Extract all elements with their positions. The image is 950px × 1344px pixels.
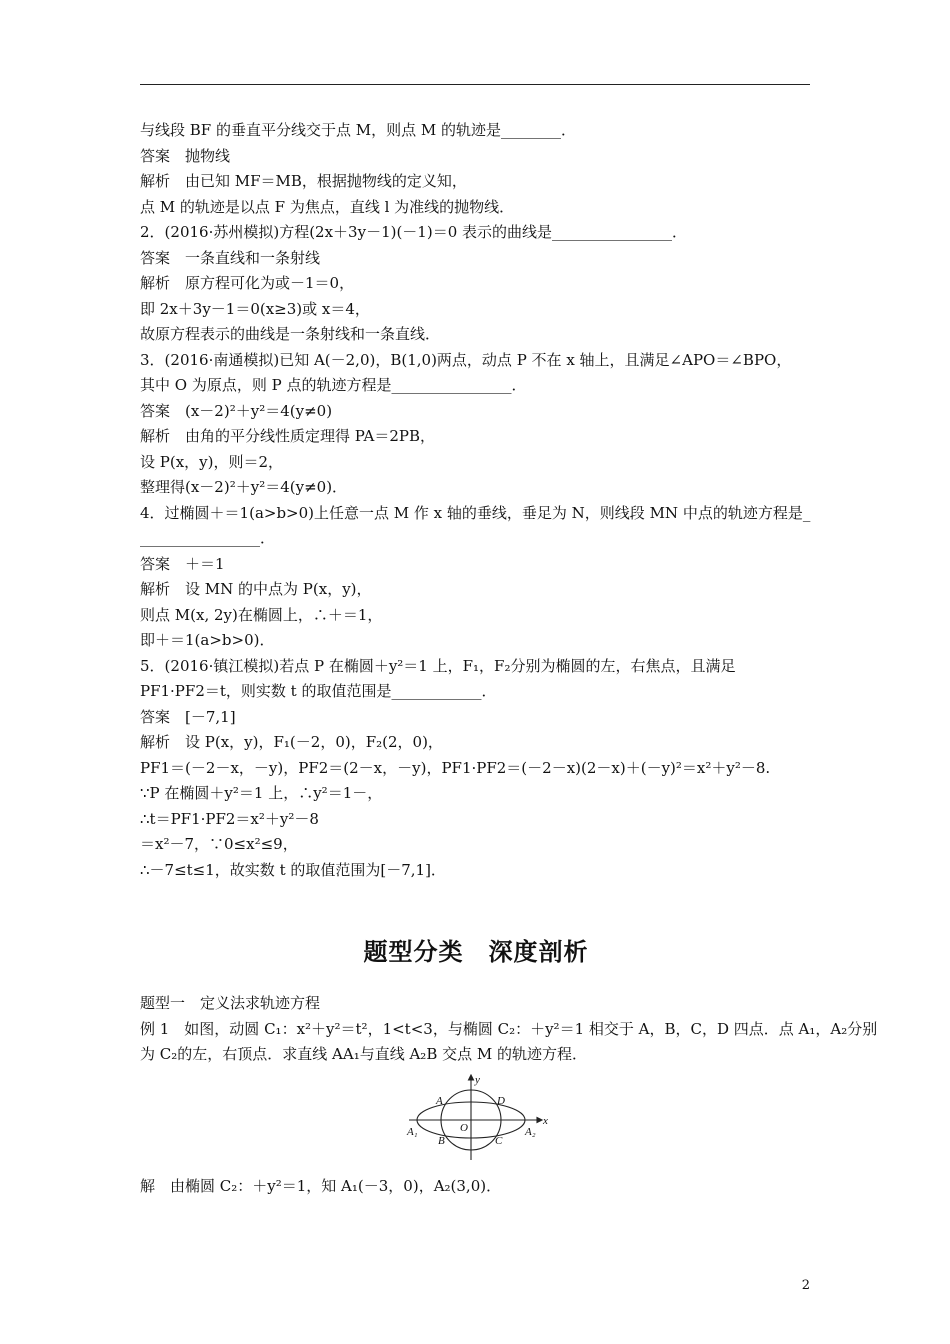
page-body (140, 118, 878, 1199)
text-line: ∴t＝PF1·PF2＝x²＋y²－8 (140, 809, 319, 828)
text-line: 点 M 的轨迹是以点 F 为焦点，直线 l 为准线的抛物线． (140, 197, 515, 216)
text-line: 4．过椭圆＋＝1(a>b>0)上任意一点 M 作 x 轴的垂线，垂足为 N，则线段 MN 中点的轨迹方程是_ (140, 503, 811, 522)
y-axis-arrow (469, 1075, 474, 1080)
label-A: A (436, 1094, 443, 1107)
text-line: ∵P 在椭圆＋y²＝1 上，∴y²＝1－， (140, 784, 383, 802)
text-line: 即 2x＋3y－1＝0(x≥3)或 x＝4， (140, 299, 370, 318)
text-line: 整理得(x－2)²＋y²＝4(y≠0)． (140, 478, 348, 496)
label-A2: A₂ (525, 1125, 536, 1138)
section-heading: 题型分类 深度剖析 (363, 938, 589, 966)
text-line: PF1·PF2＝t，则实数 t 的取值范围是____________． (140, 682, 497, 700)
text-line: 解析 由已知 MF＝MB，根据抛物线的定义知， (140, 172, 467, 190)
text-line: 解析 原方程可化为或－1＝0， (140, 274, 355, 292)
text-line: 题型一 定义法求轨迹方程 (140, 994, 321, 1012)
header-rule (140, 84, 810, 85)
text-line: ＝x²－7，∵0≤x²≤9， (140, 835, 298, 853)
text-line: 答案 ＋＝1 (140, 554, 225, 573)
text-line: 2．(2016·苏州模拟)方程(2x＋3y－1)(－1)＝0 表示的曲线是________________． (140, 223, 688, 241)
text-line: 解 由椭圆 C₂：＋y²＝1，知 A₁(－3，0)，A₂(3,0)． (140, 1176, 502, 1195)
text-line: 答案 一条直线和一条射线 (140, 248, 321, 267)
text-line: 为 C₂的左，右顶点．求直线 AA₁与直线 A₂B 交点 M 的轨迹方程． (140, 1045, 588, 1063)
text-line: 与线段 BF 的垂直平分线交于点 M，则点 M 的轨迹是________． (140, 121, 576, 139)
text-line: 则点 M(x, 2y)在椭圆上，∴＋＝1， (140, 605, 383, 624)
ellipse-circle-figure (140, 1074, 812, 1170)
text-line: 答案 (x－2)²＋y²＝4(y≠0) (140, 401, 333, 420)
text-line: 即＋＝1(a>b>0)． (140, 631, 275, 649)
text-line: 答案 [－7,1] (140, 707, 236, 726)
label-x: x (543, 1114, 548, 1127)
label-C: C (495, 1134, 503, 1147)
x-axis-arrow (537, 1117, 542, 1122)
text-line: 其中 O 为原点，则 P 点的轨迹方程是________________． (140, 376, 527, 394)
text-line: PF1＝(－2－x，－y)，PF2＝(2－x，－y)，PF1·PF2＝(－2－x)(2－x)＋(－y)²＝x²＋y²－8. (140, 758, 771, 777)
text-line: 设 P(x，y)，则＝2， (140, 452, 284, 471)
label-B: B (438, 1134, 445, 1147)
page-number: 2 (801, 1278, 810, 1293)
text-line: ________________． (140, 529, 276, 547)
text-line: 5．(2016·镇江模拟)若点 P 在椭圆＋y²＝1 上，F₁，F₂分别为椭圆的左，右焦点，且满足 (140, 656, 736, 675)
label-D: D (497, 1094, 505, 1107)
figure-svg (403, 1074, 553, 1166)
label-y: y (475, 1073, 480, 1086)
text-line: 解析 由角的平分线性质定理得 PA＝2PB， (140, 427, 435, 445)
label-O: O (460, 1121, 468, 1134)
label-A1: A₁ (407, 1125, 418, 1138)
text-line: 故原方程表示的曲线是一条射线和一条直线． (140, 325, 441, 343)
text-line: ∴－7≤t≤1，故实数 t 的取值范围为[－7,1]． (140, 860, 446, 879)
text-line: 解析 设 P(x，y)，F₁(－2，0)，F₂(2，0)， (140, 733, 443, 751)
text-line: 例 1 如图，动圆 C₁：x²＋y²＝t²，1<t<3，与椭圆 C₂：＋y²＝1 相交于 A，B，C，D 四点．点 A₁，A₂分别 (140, 1019, 878, 1038)
text-line: 3．(2016·南通模拟)已知 A(－2,0)，B(1,0)两点，动点 P 不在 x 轴上，且满足∠APO＝∠BPO， (140, 350, 792, 369)
text-line: 答案 抛物线 (140, 146, 231, 165)
text-line: 解析 设 MN 的中点为 P(x，y)， (140, 580, 372, 598)
